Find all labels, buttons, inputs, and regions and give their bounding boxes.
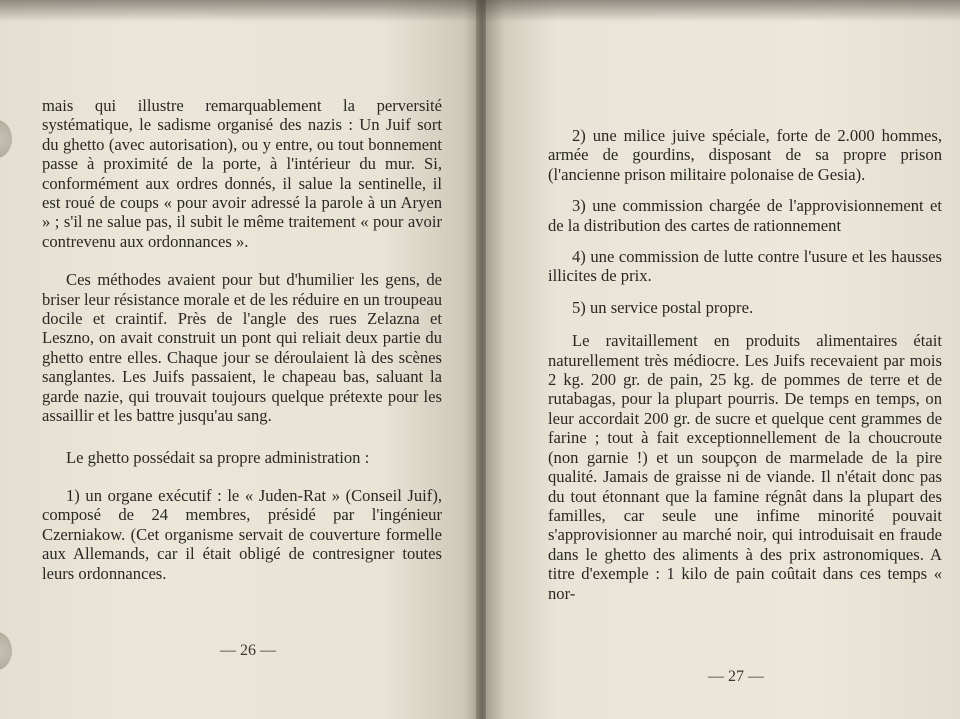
right-page [486, 0, 960, 719]
paragraph: Ces méthodes avaient pour but d'humilier les gens, de briser leur résistance morale et de les réduire en un troupeau docile et craintif. Près de l'angle des rues Zelazna et Leszno, on avait construit un pont qui reliait deux partie du ghetto entre elles. Chaque jour se déroulaient là des scènes sanglantes. Les Juifs passaient, le chapeau bas, saluant la garde nazie, qui trouvait toujours quelque prétexte pour les assaillir et les battre jusqu'au sang. [42, 270, 442, 426]
page-number: — 26 — [220, 642, 276, 659]
paragraph: 2) une milice juive spéciale, forte de 2.000 hommes, armée de gourdins, disposant de sa propre prison (l'ancienne prison militaire polonaise de Gesia). [548, 126, 942, 184]
paragraph: Le ravitaillement en produits alimentaires était naturellement très médiocre. Les Juifs recevaient par mois 2 kg. 200 gr. de pain, 25 kg. de pommes de terre et de rutabagas, pour la plupart pourris. De temps en temps, on leur accordait 200 gr. de sucre et quelque cent grammes de farine ; tout à fait exceptionnellement de la choucroute (non garnie !) et un soupçon de marmelade de la pire qualité. Jamais de graisse ni de viande. Il n'était donc pas du tout étonnant que la famine régnât dans la plupart des familles, car seule une infime minorité pouvait s'approvisionner au marché noir, qui introduisait en fraude dans le ghetto des aliments à des prix astronomiques. A titre d'exemple : 1 kilo de pain coûtait dans ces temps « nor- [548, 331, 942, 603]
right-page-text [548, 126, 942, 603]
paragraph: Le ghetto possédait sa propre administration : [66, 447, 370, 467]
paragraph: 5) un service postal propre. [572, 297, 754, 317]
paragraph: mais qui illustre remarquablement la perversité systématique, le sadisme organisé des nazis : Un Juif sort du ghetto (avec autorisation), ou y entre, ou tout bonnement passe à proximité de la porte, à l'intérieur du mur. Si, conformément aux ordres donnés, il salue la sentinelle, il est roué de coups « pour avoir adressé la parole à un Aryen » ; s'il ne salue pas, il subit le même traitement « pour avoir contrevenu aux ordonnances ». [42, 96, 442, 251]
paragraph: 3) une commission chargée de l'approvisionnement et de la distribution des cartes de rationnement [548, 196, 942, 235]
paragraph: 1) un organe exécutif : le « Juden-Rat » (Conseil Juif), composé de 24 membres, présidé par l'ingénieur Czerniakow. (Cet organisme servait de couverture formelle aux Allemands, car il était obligé de contresigner toutes leurs ordonnances. [42, 485, 442, 583]
paragraph: 4) une commission de lutte contre l'usure et les hausses illicites de prix. [548, 247, 942, 286]
binding-ring-mark [0, 120, 12, 158]
top-shadow [0, 0, 960, 22]
page-number: — 27 — [708, 668, 764, 685]
binding-ring-mark [0, 632, 12, 670]
left-page [0, 0, 478, 719]
left-page-text [42, 96, 442, 583]
